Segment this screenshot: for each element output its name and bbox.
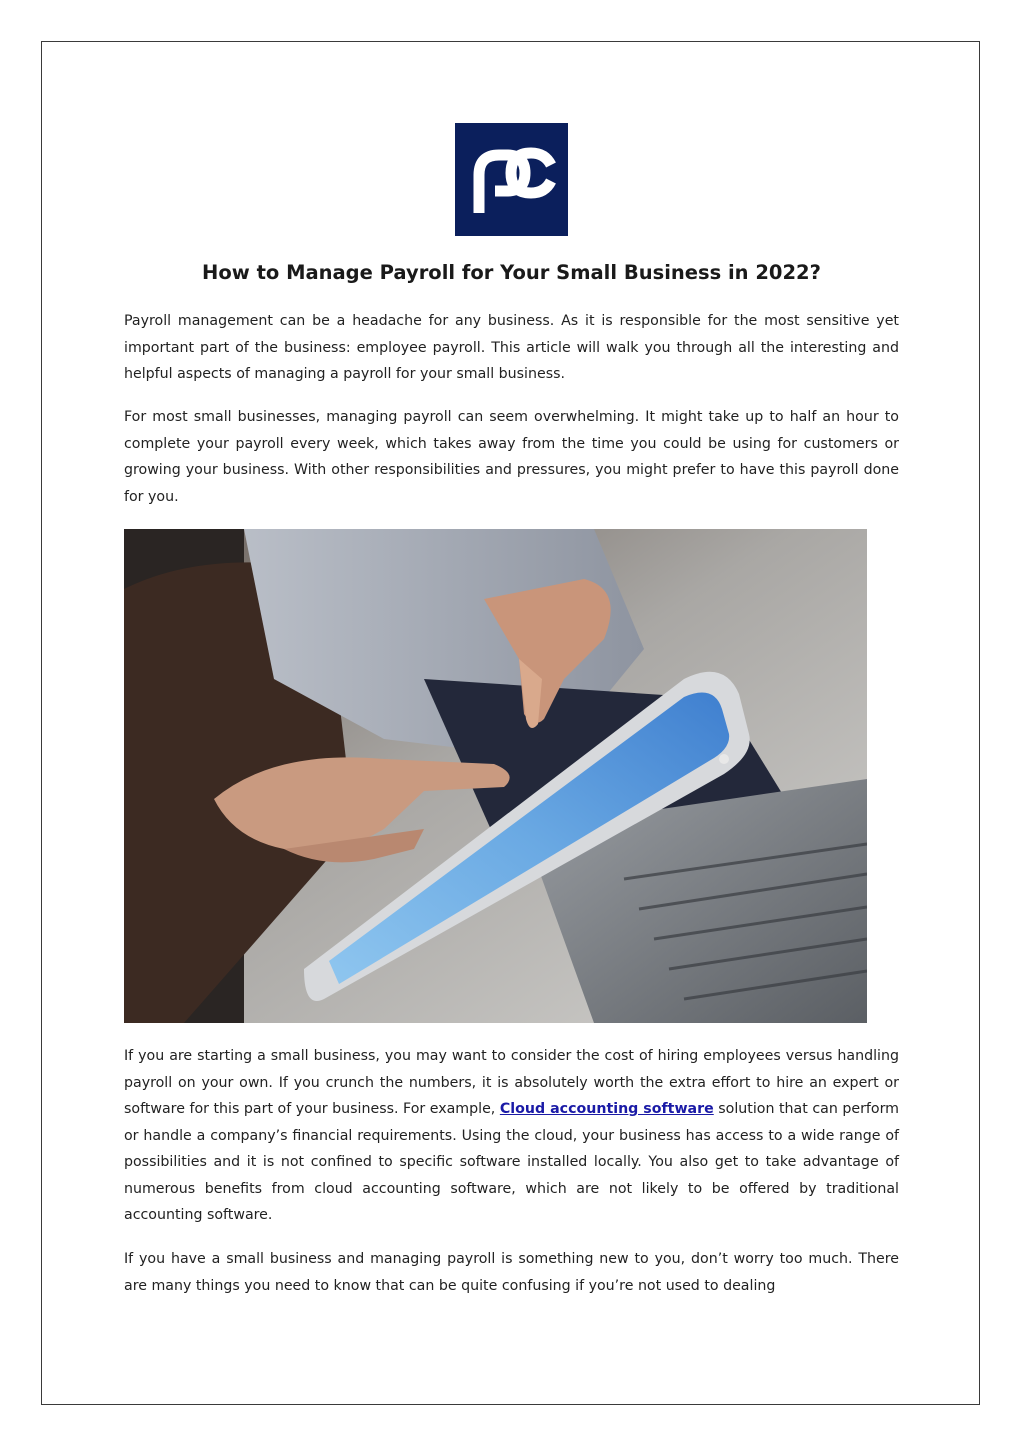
- paragraph-cloud-text-after: solution that can perform or handle a company’s financial requirements. Using the cloud, your business has access to a wide range of possibilities and it is not confined to specific software installed locally. You also get to take advantage of numerous benefits from cloud accounting software, which are not likely to be offered by traditional accounting software.: [124, 1101, 899, 1223]
- paragraph-overwhelming: For most small businesses, managing payroll can seem overwhelming. It might take up to half an hour to complete your payroll every week, which takes away from the time you could be using for customers or growing your business. With other responsibilities and pressures, you might prefer to have this payroll done for you.: [124, 409, 899, 505]
- paragraph-cloud-text-before: If you are starting a small business, you may want to consider the cost of hiring employees versus handling payroll on your own. If you crunch the numbers, it is absolutely worth the extra effort to hire an expert or software for this part of your business. For example,: [124, 1048, 899, 1117]
- pc-logo-mark: [455, 123, 568, 236]
- article-title: How to Manage Payroll for Your Small Business in 2022?: [202, 261, 821, 284]
- paragraph-intro: Payroll management can be a headache for any business. As it is responsible for the most sensitive yet important part of the business: employee payroll. This article will walk you through all the interesting and helpful aspects of managing a payroll for your small business.: [124, 313, 899, 382]
- tablet-meeting-photo: [124, 529, 867, 1023]
- pc-logo: [455, 123, 568, 236]
- paragraph-new-to-payroll: If you have a small business and managing payroll is something new to you, don’t worry too much. There are many things you need to know that can be quite confusing if you’re not used to dealing: [124, 1251, 899, 1294]
- cloud-accounting-software-link[interactable]: Cloud accounting software: [499, 1101, 714, 1117]
- paragraph-cloud-accounting: [124, 1043, 899, 1229]
